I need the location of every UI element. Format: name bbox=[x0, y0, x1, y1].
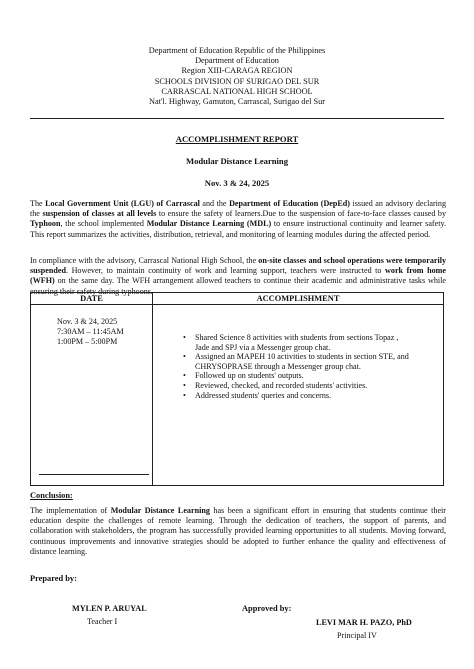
intro-paragraph-1: The Local Government Unit (LGU) of Carrascal and the Department of Education (DepEd) issued an advisory declaring the suspension of classes at all levels to ensure the safety of learners.Due to the suspension of face-to-face classes caused by Typhoon, the school implemented Modular Distance Learning (MDL) to ensure instructional continuity and learner safety. This report summarizes the activities, distribution, retrieval, and monitoring of learning modules during the affected period. bbox=[30, 199, 447, 239]
date-block bbox=[57, 317, 124, 348]
table-row bbox=[31, 305, 444, 486]
conclusion-heading: Conclusion: bbox=[30, 491, 73, 500]
table-header-row bbox=[31, 293, 444, 305]
report-title: ACCOMPLISHMENT REPORT bbox=[175, 134, 299, 144]
header-divider bbox=[30, 118, 444, 119]
date-signature-line bbox=[39, 474, 149, 475]
bullet-icon: • bbox=[183, 352, 186, 362]
header-line-division: SCHOOLS DIVISION OF SURIGAO DEL SUR bbox=[154, 76, 320, 86]
column-header-date: DATE bbox=[31, 293, 153, 305]
approver-name: LEVI MAR H. PAZO, PhD bbox=[316, 618, 412, 627]
bullet-icon: • bbox=[183, 371, 186, 381]
header-line-region: Region XIII-CARAGA REGION bbox=[181, 66, 293, 76]
date-cell-morning: 7:30AM – 11:45AM bbox=[57, 327, 124, 337]
bullet-icon: • bbox=[183, 380, 186, 390]
accomplishment-table bbox=[30, 292, 444, 486]
header-line-school: CARRASCAL NATIONAL HIGH SCHOOL bbox=[161, 86, 313, 96]
header-line-address: Nat'l. Highway, Gamuton, Carrascal, Surigao del Sur bbox=[148, 97, 326, 107]
approver-title: Principal IV bbox=[337, 631, 377, 640]
column-header-accomplishment: ACCOMPLISHMENT bbox=[153, 293, 444, 305]
bullet-icon: • bbox=[183, 390, 186, 400]
date-cell-afternoon: 1:00PM – 5:00PM bbox=[57, 337, 118, 347]
accomplishment-list bbox=[183, 333, 413, 400]
intro-paragraph-2: In compliance with the advisory, Carrascal National High School, the on-site classes and school operations were temporarily suspended. However, to maintain continuity of work and learning support, teachers were instructed to work from home (WFH) on the same day. The WFH arrangement allowed teachers to continue their academic and administrative tasks while ensuring their safety during typhoons. bbox=[30, 256, 446, 296]
prepared-by-label: Prepared by: bbox=[30, 574, 77, 583]
list-item: • Followed up on students' outputs. bbox=[183, 371, 304, 381]
list-item: • Addressed students' queries and concerns. bbox=[183, 390, 332, 400]
report-date: Nov. 3 & 24, 2025 bbox=[204, 178, 270, 188]
date-cell-days: Nov. 3 & 24, 2025 bbox=[57, 317, 118, 326]
conclusion-paragraph: The implementation of Modular Distance Learning has been a significant effort in ensuring that students continue their education despite the challenges of remote learning. Through the dedication of teachers, the support of parents, and collaboration with stakeholders, the program has successfully provided learning opportunities to all students. Moving forward, continuous improvements and innovative strategies should be adopted to further enhance the quality and effectiveness of distance learning. bbox=[30, 506, 447, 556]
approved-by-label: Approved by: bbox=[242, 604, 292, 613]
header-line-deped-republic: Department of Education Republic of the Philippines bbox=[148, 46, 326, 55]
preparer-title: Teacher I bbox=[87, 617, 118, 626]
header-line-deped: Department of Education bbox=[195, 56, 279, 66]
letterhead bbox=[0, 46, 474, 107]
list-item: • Shared Science 8 activities with students from sections Topaz , Jade and SPJ via a Messenger group chat. bbox=[183, 333, 399, 352]
preparer-name: MYLEN P. ARUYAL bbox=[72, 604, 147, 613]
report-subtitle: Modular Distance Learning bbox=[185, 156, 288, 166]
list-item: • Reviewed, checked, and recorded students' activities. bbox=[183, 380, 368, 390]
list-item: • Assigned an MAPEH 10 activities to students in section STE, and CHRYSOPRASE through a Messenger group chat. bbox=[183, 352, 409, 371]
date-cell bbox=[31, 305, 153, 486]
bullet-icon: • bbox=[183, 333, 186, 342]
accomplishment-cell bbox=[153, 305, 444, 486]
